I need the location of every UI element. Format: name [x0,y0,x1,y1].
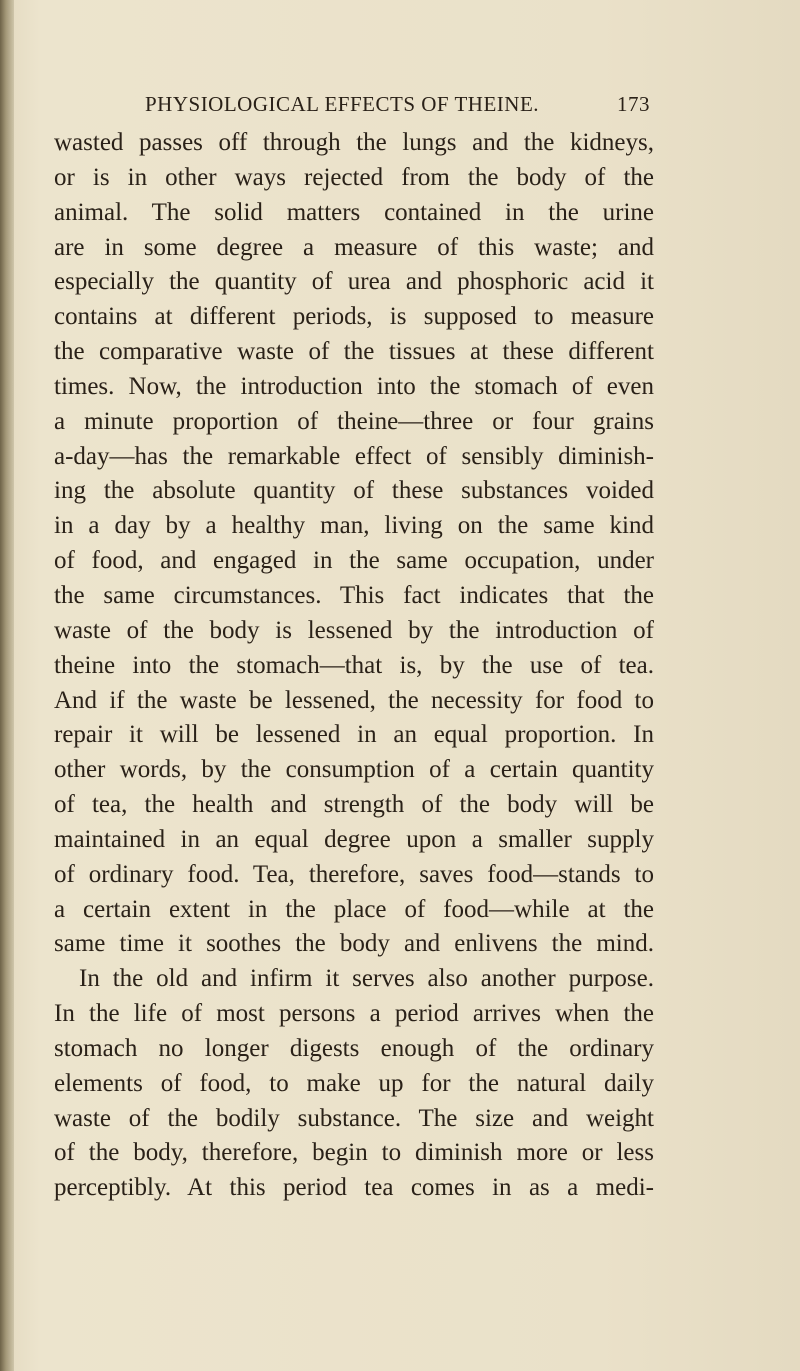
text-line: theine into the stomach—that is, by the use of tea. [54,651,654,679]
text-line: waste of the bodily substance. The size and weight [54,1104,654,1132]
text-line: contains at different periods, is supposed to measure [54,303,654,331]
text-line: a-day—has the remarkable effect of sensibly diminish- [54,442,654,470]
text-line: elements of food, to make up for the natural daily [54,1069,654,1097]
body-text [54,126,654,1206]
text-line: wasted passes off through the lungs and the kidneys, [54,129,654,156]
text-line: in a day by a healthy man, living on the same kind [54,512,654,540]
page-header [145,92,650,122]
text-line: or is in other ways rejected from the body of the [54,163,654,191]
text-line: And if the waste be lessened, the necessity for food to [54,686,654,714]
text-line: are in some degree a measure of this waste; and [54,233,654,261]
text-line: of the body, therefore, begin to diminish more or less [54,1139,654,1167]
text-line: times. Now, the introduction into the stomach of even [54,372,654,400]
text-line: the same circumstances. This fact indicates that the [54,581,654,609]
text-line: repair it will be lessened in an equal proportion. In [54,721,654,749]
text-line: especially the quantity of urea and phosphoric acid it [54,268,654,296]
text-line: a minute proportion of theine—three or four grains [54,407,654,435]
text-line: a certain extent in the place of food—while at the [54,895,654,923]
text-line: ing the absolute quantity of these substances voided [54,477,654,505]
text-line: same time it soothes the body and enlivens the mind. [54,930,654,958]
text-line: other words, by the consumption of a certain quantity [54,756,654,784]
paragraph-first-line: In the old and infirm it serves also another purpose. [79,965,654,993]
text-line: stomach no longer digests enough of the ordinary [54,1034,654,1062]
text-line: maintained in an equal degree upon a smaller supply [54,825,654,853]
page-number: 173 [617,92,650,116]
text-line: waste of the body is lessened by the introduction of [54,616,654,644]
page-gutter [0,0,14,1371]
text-line: In the life of most persons a period arrives when the [54,1000,654,1028]
text-line: of food, and engaged in the same occupation, under [54,547,654,575]
running-head: PHYSIOLOGICAL EFFECTS OF THEINE. [145,92,540,116]
text-line: the comparative waste of the tissues at these different [54,338,654,366]
text-line: animal. The solid matters contained in the urine [54,198,654,226]
text-line: of tea, the health and strength of the body will be [54,791,654,819]
text-line: perceptibly. At this period tea comes in as a medi- [54,1174,654,1202]
text-line: of ordinary food. Tea, therefore, saves food—stands to [54,860,654,888]
